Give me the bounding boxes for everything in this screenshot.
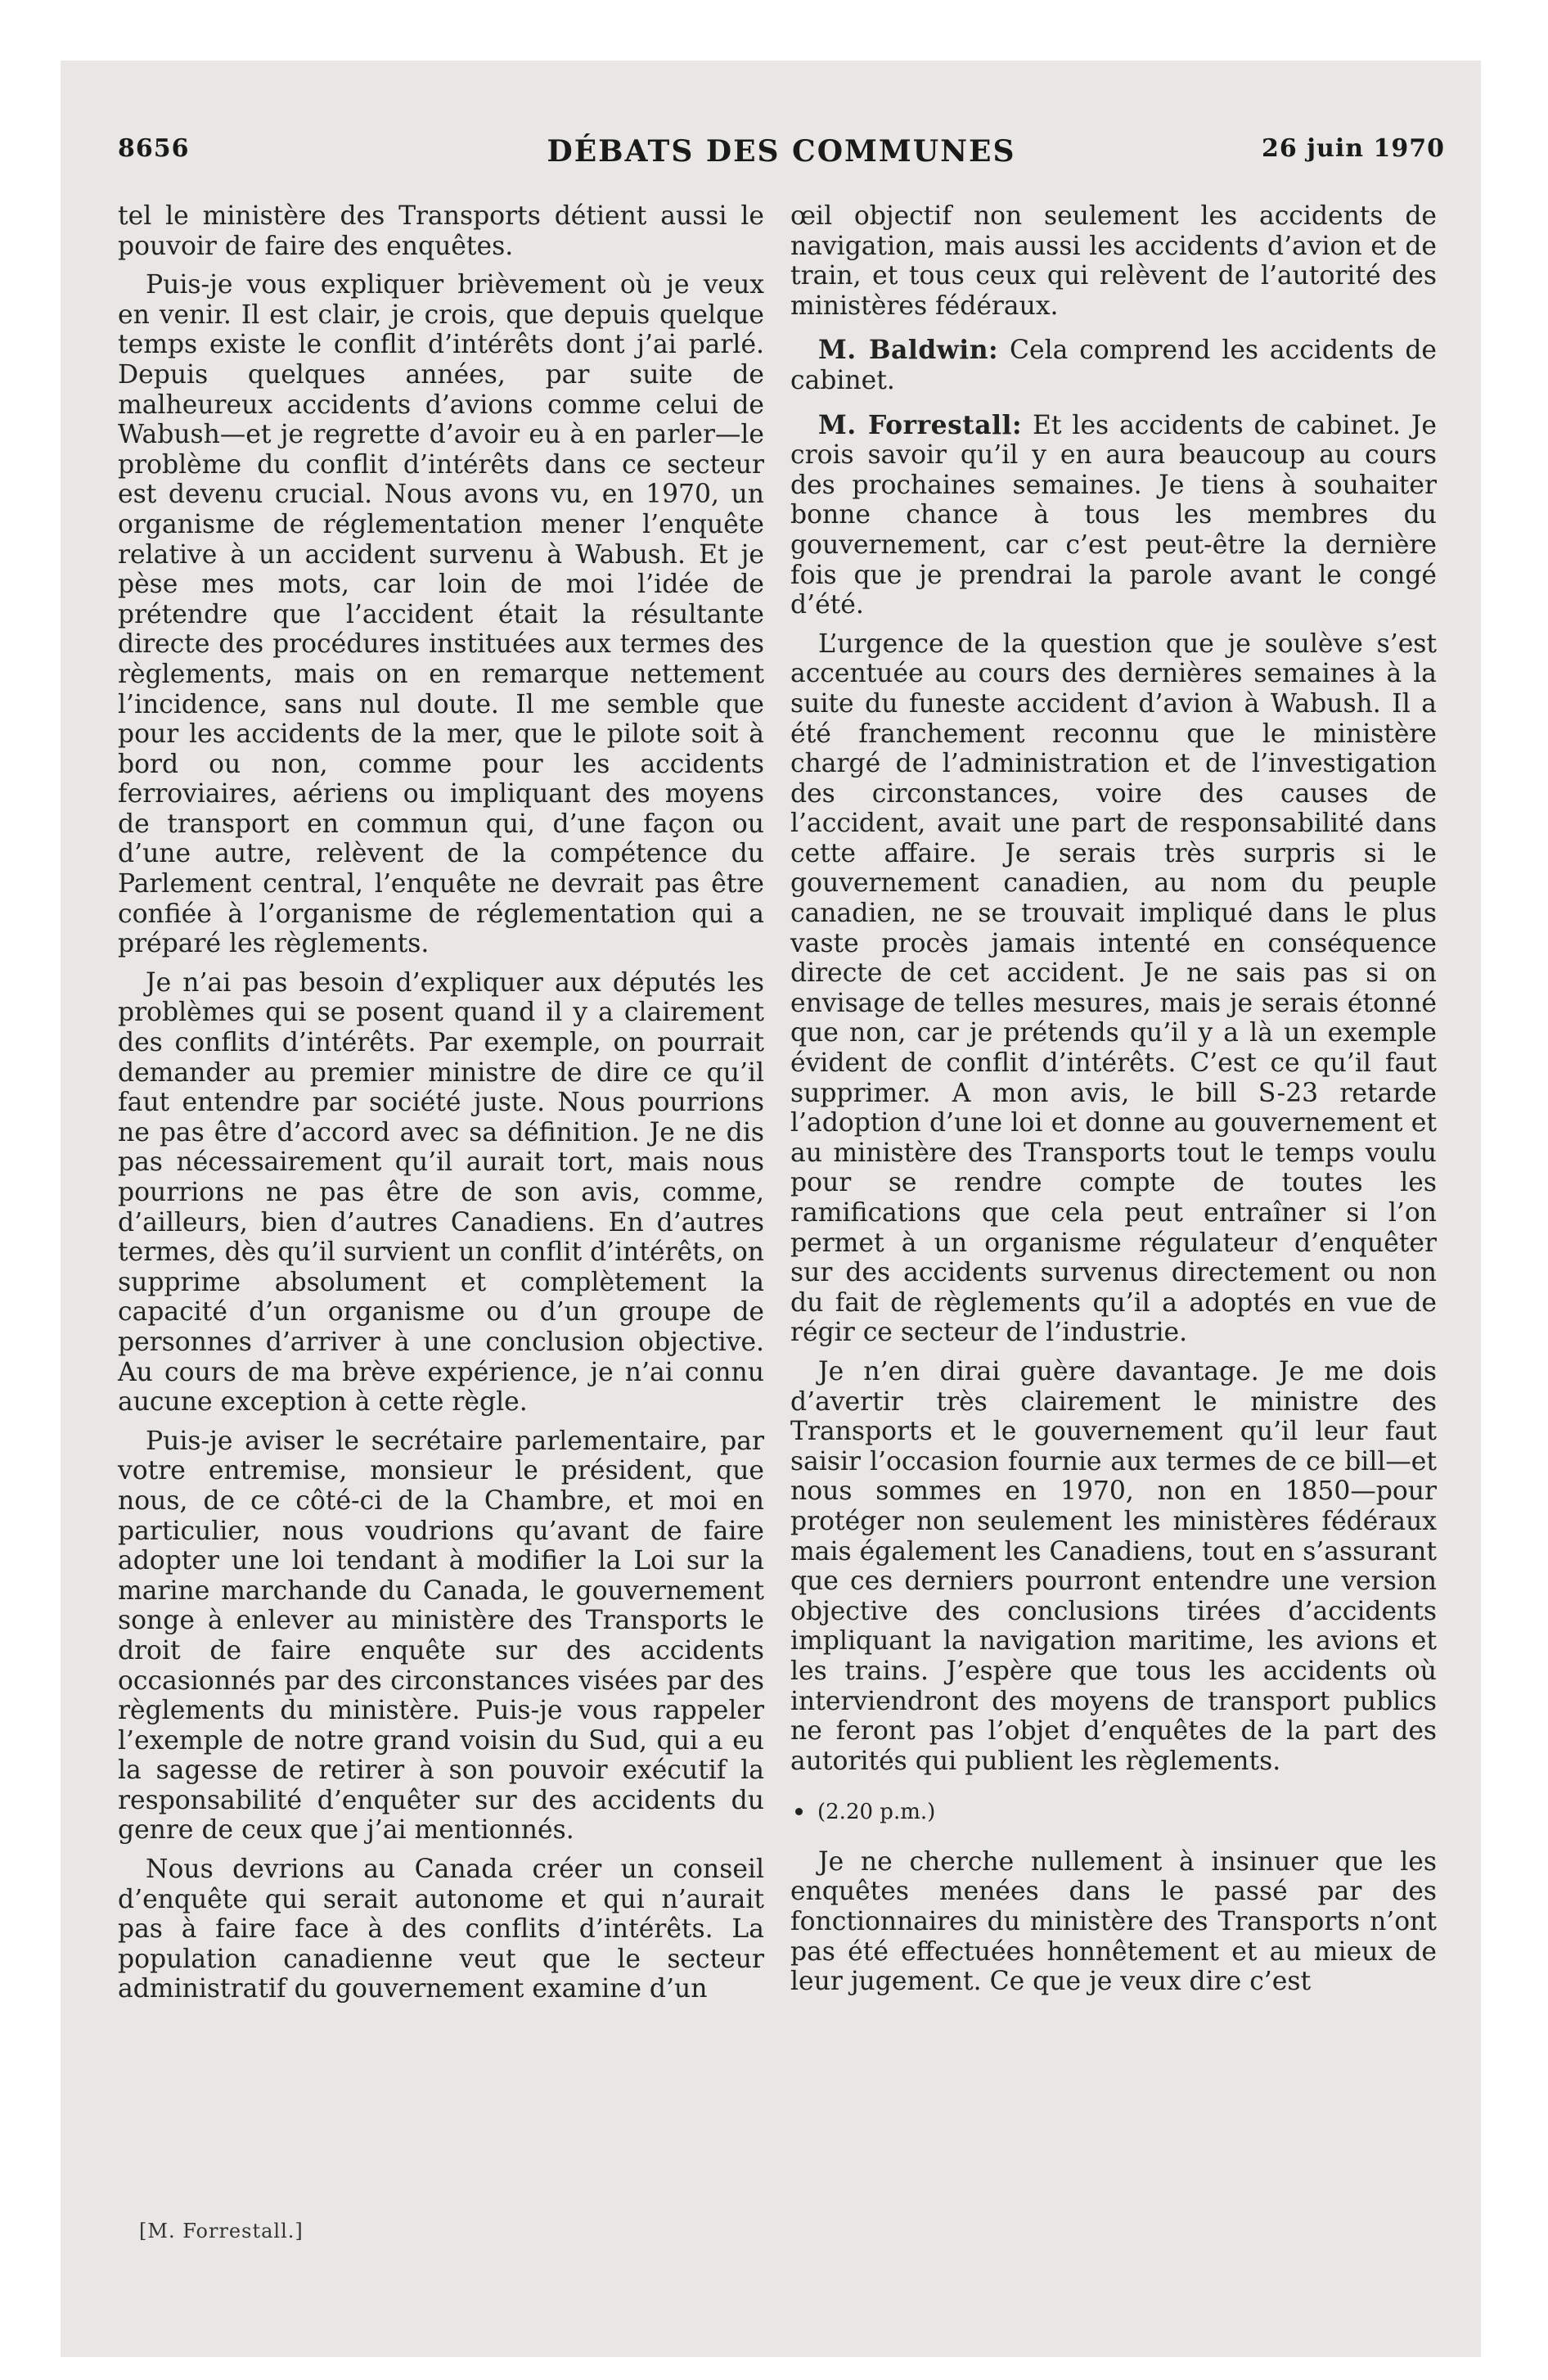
paragraph: Puis-je vous expliquer brièvement où je veux en venir. Il est clair, je crois, que depuis quelque temps existe le conflit d’intérêts dont j’ai parlé. Depuis quelques années, par suite de malheureux accidents d’avions comme celui de Wabush—et je regrette d’avoir eu à en parler—le problème du conflit d’intérêts dans ce secteur est devenu crucial. Nous avons vu, en 1970, un organisme de réglementation mener l’enquête relative à un accident survenu à Wabush. Et je pèse mes mots, car loin de moi l’idée de prétendre que l’accident était la résultante directe des procédures instituées aux termes des règlements, mais on en remarque nettement l’incidence, sans nul doute. Il me semble que pour les accidents de la mer, que le pilote soit à bord ou non, comme pour les accidents ferroviaires, aériens ou impliquant des moyens de transport en commun qui, d’une façon ou d’une autre, relèvent de la compétence du Parlement central, l’enquête ne devrait pas être confiée à l’organisme de réglementation qui a préparé les règlements. (118, 270, 764, 959)
page-date: 26 juin 1970 (1261, 134, 1445, 163)
speech-text: Et les accidents de cabinet. Je crois savoir qu’il y en aura beaucoup au cours des prochaines semaines. Je tiens à souhaiter bonne chance à tous les membres du gouvernement, car c’est peut-être la dernière fois que je prendrai la parole avant le congé d’été. (790, 410, 1438, 620)
paragraph: œil objectif non seulement les accidents de navigation, mais aussi les accidents d’avion et de train, et tous ceux qui relèvent de l’autorité des ministères fédéraux. (790, 201, 1437, 321)
paragraph: Je ne cherche nullement à insinuer que les enquêtes menées dans le passé par des fonctionnaires du ministère des Transports n’ont pas été effectuées honnêtement et au mieux de leur jugement. Ce que je veux dire c’est (790, 1846, 1437, 1997)
speech-text: Cela comprend les accidents de cabinet. (790, 336, 1437, 395)
paragraph: Nous devrions au Canada créer un conseil d’enquête qui serait autonome et qui n’aurait pas à faire face à des conflits d’intérêts. La population canadienne veut que le secteur administratif du gouvernement examine d’un (118, 1855, 764, 2004)
page-number: 8656 (118, 134, 190, 163)
speaker-name: M. Forrestall: (818, 410, 1023, 440)
paragraph: Je n’ai pas besoin d’expliquer aux députés les problèmes qui se posent quand il y a clairement des conflits d’intérêts. Par exemple, on pourrait demander au premier ministre de dire ce qu’il faut entendre par société juste. Nous pourrions ne pas être d’accord avec sa définition. Je ne dis pas nécessairement qu’il aurait tort, mais nous pourrions ne pas être de son avis, comme, d’ailleurs, bien d’autres Canadiens. En d’autres termes, dès qu’il survient un conflit d’intérêts, on supprime absolument et complètement la capacité d’un organisme ou d’un groupe de personnes d’arriver à une conclusion objective. Au cours de ma brève expérience, je n’ai connu aucune exception à cette règle. (118, 967, 764, 1418)
speaker-tag: [M. Forrestall.] (139, 2220, 304, 2243)
paragraph: tel le ministère des Transports détient aussi le pouvoir de faire des enquêtes. (118, 201, 764, 261)
paragraph: L’urgence de la question que je soulève s’est accentuée au cours des dernières semaines à la suite du funeste accident d’avion à Wabush. Il a été franchement reconnu que le ministère chargé de l’administration et de l’investigation des circonstances, voire des causes de l’accident, avait une part de responsabilité dans cette affaire. Je serais très surpris si le gouvernement canadien, au nom du peuple canadien, ne se trouvait impliqué dans le plus vaste procès jamais intenté en conséquence directe de cet accident. Je ne sais pas si on envisage de telles mesures, mais je serais étonné que non, car je prétends qu’il y a là un exemple évident de conflit d’intérêts. C’est ce qu’il faut supprimer. A mon avis, le bill S-23 retarde l’adoption d’une loi et donne au gouvernement et au ministère des Transports tout le temps voulu pour se rendre compte de toutes les ramifications que cela peut entraîner si l’on permet à un organisme régulateur d’enquêter sur des accidents survenus directement ou non du fait de règlements qu’il a adoptés en vue de régir ce secteur de l’industrie. (790, 629, 1437, 1348)
time-stamp-text: (2.20 p.m.) (817, 1800, 936, 1825)
time-stamp (790, 1797, 1437, 1828)
page-header (118, 134, 1445, 175)
page-title: DÉBATS DES COMMUNES (547, 134, 1016, 169)
paragraph: Je n’en dirai guère davantage. Je me dois d’avertir très clairement le ministre des Transports et le gouvernement qu’il leur faut saisir l’occasion fournie aux termes de ce bill—et nous sommes en 1970, non en 1850—pour protéger non seulement les ministères fédéraux mais également les Canadiens, tout en s’assurant que ces derniers pourront entendre une version objective des conclusions tirées d’accidents impliquant la navigation maritime, les avions et les trains. J’espère que tous les accidents où interviendront des moyens de transport publics ne feront pas l’objet d’enquêtes de la part des autorités qui publient les règlements. (790, 1356, 1438, 1776)
paragraph: Puis-je aviser le secrétaire parlementaire, par votre entremise, monsieur le président, que nous, de ce côté-ci de la Chambre, et moi en particulier, nous voudrions qu’avant de faire adopter une loi tendant à modifier la Loi sur la marine marchande du Canada, le gouvernement songe à enlever au ministère des Transports le droit de faire enquête sur des accidents occasionnés par des circonstances visées par des règlements du ministère. Puis-je vous rappeler l’exemple de notre grand voisin du Sud, qui a eu la sagesse de retirer à son pouvoir exécutif la responsabilité d’enquêter sur des accidents du genre de ceux que j’ai mentionnés. (118, 1426, 764, 1846)
speaker-name: M. Baldwin: (818, 336, 999, 366)
bullet-icon (795, 1808, 803, 1815)
left-column (118, 201, 764, 2013)
speech-forrestall (790, 411, 1437, 620)
speech-baldwin (790, 336, 1437, 395)
right-column (790, 201, 1437, 2006)
